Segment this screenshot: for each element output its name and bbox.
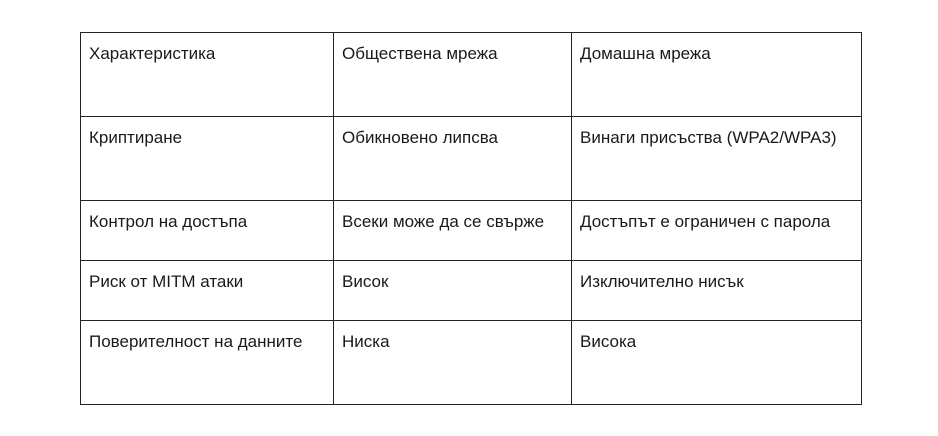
table-cell: Висока (572, 321, 862, 405)
table-cell: Контрол на достъпа (81, 201, 334, 261)
table-row (81, 201, 862, 261)
table-row (81, 117, 862, 201)
table-cell: Поверителност на данните (81, 321, 334, 405)
table-cell: Риск от MITM атаки (81, 261, 334, 321)
table-cell: Достъпът е ограничен с парола (572, 201, 862, 261)
table-cell: Висок (334, 261, 572, 321)
table-header-row (81, 33, 862, 117)
table-cell: Винаги присъства (WPA2/WPA3) (572, 117, 862, 201)
header-cell-characteristic: Характеристика (81, 33, 334, 117)
table-cell: Криптиране (81, 117, 334, 201)
table-cell: Всеки може да се свърже (334, 201, 572, 261)
table-cell: Изключително нисък (572, 261, 862, 321)
table-row (81, 261, 862, 321)
header-cell-public-network: Обществена мрежа (334, 33, 572, 117)
comparison-table (80, 32, 862, 405)
table-cell: Обикновено липсва (334, 117, 572, 201)
header-cell-home-network: Домашна мрежа (572, 33, 862, 117)
table-row (81, 321, 862, 405)
table-cell: Ниска (334, 321, 572, 405)
